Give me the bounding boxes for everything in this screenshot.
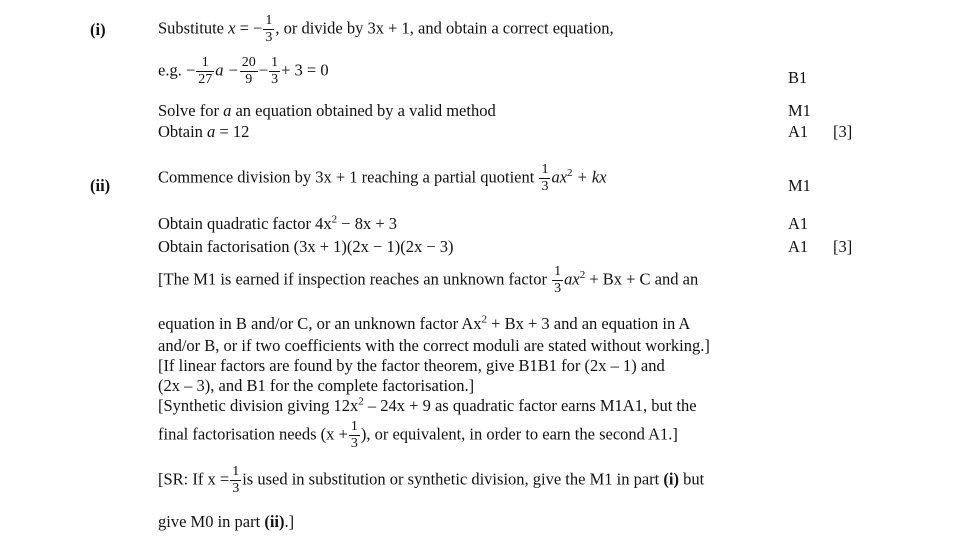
total-marks: [3]	[833, 237, 853, 256]
text: Obtain	[158, 122, 203, 141]
frac-num: 20	[241, 55, 256, 70]
note-line2	[158, 314, 690, 334]
text: – 24x + 9 as quadratic factor earns M1A1, but the	[363, 396, 697, 415]
frac-num: 1	[232, 464, 240, 479]
exponent: 2	[331, 213, 338, 226]
text: [Synthetic division giving 12x	[158, 396, 359, 415]
frac-num: 1	[541, 162, 549, 177]
text: e.g. −	[158, 60, 196, 80]
part-i-line4	[158, 122, 249, 142]
text: equation in B and/or C, or an unknown factor Ax	[158, 314, 482, 333]
var-a: a	[207, 122, 216, 141]
text: but	[683, 469, 705, 489]
exponent: 2	[358, 395, 364, 408]
exponent: 2	[579, 268, 586, 281]
text: = −	[235, 18, 263, 38]
var-a: a	[223, 101, 232, 120]
exponent: 2	[481, 313, 488, 326]
text: − 8x + 3	[337, 214, 398, 233]
mark-a1: A1	[788, 122, 809, 141]
frac-den: 9	[245, 72, 253, 87]
frac-den: 27	[198, 72, 213, 87]
text: + Bx + C and an	[585, 269, 699, 289]
text: + Bx + 3 and an equation in A	[487, 314, 691, 333]
expr: a −	[215, 60, 239, 80]
part-i-line2	[158, 56, 329, 87]
frac-num: 1	[265, 13, 273, 28]
text: .]	[284, 512, 295, 531]
frac-den: 3	[232, 481, 240, 496]
note-line1	[158, 265, 698, 296]
text: [SR: If x =	[158, 469, 230, 489]
note-line9	[158, 512, 294, 532]
part-i-label: (i)	[90, 20, 106, 39]
text: + 3 = 0	[281, 60, 329, 80]
total-marks: [3]	[833, 122, 853, 141]
var-x: x	[228, 18, 236, 38]
fraction	[240, 56, 258, 87]
fraction	[230, 465, 241, 496]
text: ), or equivalent, in order to earn the second A1.]	[360, 424, 678, 444]
frac-den: 3	[265, 30, 273, 45]
text: an equation obtained by a valid method	[235, 101, 496, 120]
expr: + kx	[572, 167, 607, 187]
text: Substitute	[158, 18, 225, 38]
note-line7	[158, 420, 678, 451]
mark-b1: B1	[788, 68, 808, 87]
note-line6	[158, 396, 697, 416]
expr: ax	[564, 269, 580, 289]
mark-a1: A1	[788, 237, 809, 256]
note-line3: and/or B, or if two coefficients with the correct moduli are stated without working.]	[158, 336, 710, 355]
mark-m1: M1	[788, 101, 811, 120]
part-i-line3	[158, 101, 496, 121]
text: Obtain quadratic factor 4x	[158, 214, 332, 233]
expr: ax	[551, 167, 568, 187]
frac-den: 3	[541, 179, 549, 194]
frac-num: 1	[196, 56, 214, 72]
text: [The M1 is earned if inspection reaches an unknown factor	[158, 269, 547, 289]
text: −	[258, 60, 269, 80]
fraction	[269, 56, 280, 87]
text: Solve for	[158, 101, 219, 120]
mark-m1: M1	[788, 176, 811, 195]
frac-den: 3	[350, 436, 358, 451]
part-i-line1	[158, 14, 614, 45]
text: Commence division by 3x + 1 reaching a partial quotient	[158, 167, 535, 187]
divisor: 3x + 1	[367, 18, 410, 38]
frac-num: 1	[554, 264, 562, 279]
bold-ref: (ii)	[264, 512, 285, 531]
text: = 12	[215, 122, 250, 141]
text: , or divide by	[275, 18, 364, 38]
part-ii-line3: Obtain factorisation (3x + 1)(2x − 1)(2x − 3)	[158, 237, 454, 256]
text: , and obtain a correct equation,	[409, 18, 614, 38]
note-line8	[158, 465, 704, 496]
fraction	[196, 56, 214, 87]
part-ii-line2	[158, 214, 397, 234]
text: give M0 in part	[158, 512, 261, 531]
fraction	[349, 420, 360, 451]
note-line4: [If linear factors are found by the factor theorem, give B1B1 for (2x – 1) and	[158, 356, 665, 375]
frac-den: 3	[271, 72, 279, 87]
frac-num: 1	[350, 419, 358, 434]
exponent: 2	[567, 166, 573, 179]
text: is used in substitution or synthetic division, give the M1 in part	[242, 469, 660, 489]
part-ii-line1	[158, 163, 607, 194]
frac-num: 1	[271, 55, 279, 70]
text: final factorisation needs (x +	[158, 424, 348, 444]
fraction	[552, 265, 563, 296]
fraction	[539, 163, 550, 194]
mark-a1: A1	[788, 214, 809, 233]
note-line5: (2x – 3), and B1 for the complete factorisation.]	[158, 376, 475, 395]
part-ii-label: (ii)	[90, 176, 111, 195]
fraction	[263, 14, 274, 45]
frac-den: 3	[554, 281, 562, 296]
bold-ref: (i)	[663, 469, 679, 489]
